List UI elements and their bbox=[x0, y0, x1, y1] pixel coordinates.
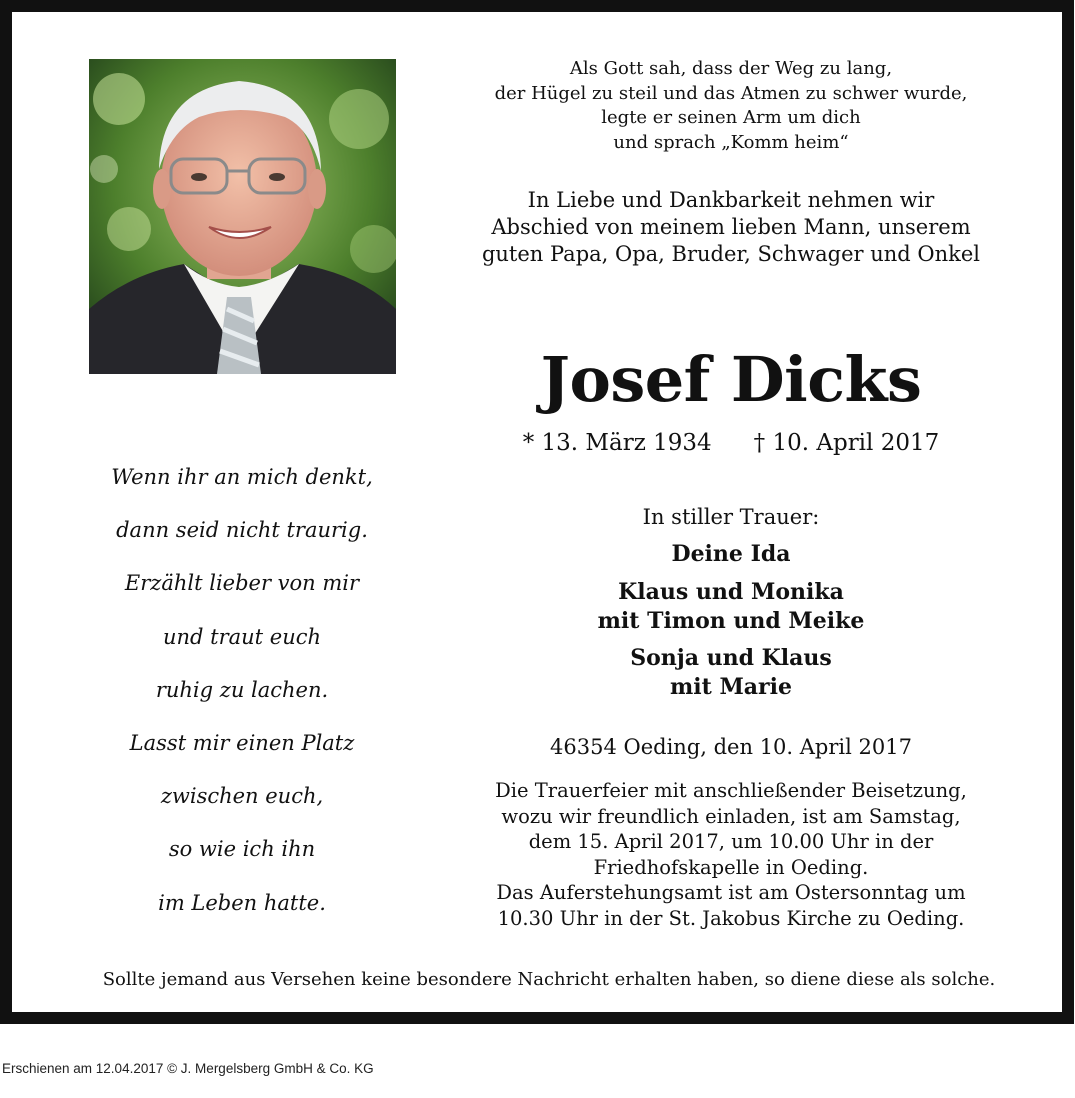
farewell-line: In Liebe und Dankbarkeit nehmen wir bbox=[527, 188, 935, 212]
notice-note: Sollte jemand aus Versehen keine besondere Nachricht erhalten haben, so diene diese als solche. bbox=[102, 969, 996, 990]
poem-line: und traut euch bbox=[162, 624, 322, 649]
service-line: wozu wir freundlich einladen, ist am Samstag, bbox=[501, 804, 961, 828]
service-line: Die Trauerfeier mit anschließender Beisetzung, bbox=[495, 779, 967, 802]
death-date: † 10. April 2017 bbox=[753, 430, 940, 456]
service-line: 10.30 Uhr in der St. Jakobus Kirche zu Oeding. bbox=[497, 906, 965, 930]
service-line: Das Auferstehungsamt ist am Ostersonntag um bbox=[496, 881, 966, 904]
poem-line: Wenn ihr an mich denkt, bbox=[111, 465, 373, 489]
service-info bbox=[432, 778, 1030, 931]
publication-credit: Erschienen am 12.04.2017 © J. Mergelsberg GmbH & Co. KG bbox=[2, 1061, 374, 1076]
place-date: 46354 Oeding, den 10. April 2017 bbox=[550, 735, 912, 759]
portrait-photo bbox=[89, 59, 396, 374]
life-dates bbox=[432, 428, 1030, 458]
service-line: Friedhofskapelle in Oeding. bbox=[593, 855, 869, 879]
mourner-name: Deine Ida bbox=[671, 541, 791, 567]
mourner-name: mit Marie bbox=[669, 674, 792, 700]
verse-line: der Hügel zu steil und das Atmen zu schwer wurde, bbox=[494, 82, 968, 104]
poem bbox=[72, 460, 412, 939]
verse-line: und sprach „Komm heim“ bbox=[613, 131, 849, 153]
poem-line: dann seid nicht traurig. bbox=[116, 518, 368, 543]
mourner-name: mit Timon und Meike bbox=[597, 608, 865, 634]
mourners-list bbox=[432, 539, 1030, 701]
poem-line: ruhig zu lachen. bbox=[155, 677, 329, 702]
mourner-name: Sonja und Klaus bbox=[630, 645, 832, 671]
verse-line: legte er seinen Arm um dich bbox=[601, 107, 861, 128]
deceased-name: Josef Dicks bbox=[540, 343, 922, 416]
mourner-name: Klaus und Monika bbox=[618, 579, 844, 605]
birth-date: * 13. März 1934 bbox=[522, 430, 712, 456]
verse-line: Als Gott sah, dass der Weg zu lang, bbox=[569, 58, 893, 79]
poem-line: so wie ich ihn bbox=[168, 837, 316, 862]
poem-line: Erzählt lieber von mir bbox=[124, 571, 360, 596]
farewell-line: guten Papa, Opa, Bruder, Schwager und Onkel bbox=[481, 242, 981, 266]
poem-line: zwischen euch, bbox=[160, 784, 324, 809]
mourning-label: In stiller Trauer: bbox=[642, 505, 820, 529]
service-line: dem 15. April 2017, um 10.00 Uhr in der bbox=[528, 830, 934, 853]
poem-line: Lasst mir einen Platz bbox=[129, 730, 355, 755]
verse bbox=[432, 57, 1030, 155]
poem-line: im Leben hatte. bbox=[158, 890, 326, 915]
farewell-text bbox=[432, 187, 1030, 268]
portrait-image bbox=[89, 59, 396, 374]
farewell-line: Abschied von meinem lieben Mann, unserem bbox=[491, 215, 971, 239]
